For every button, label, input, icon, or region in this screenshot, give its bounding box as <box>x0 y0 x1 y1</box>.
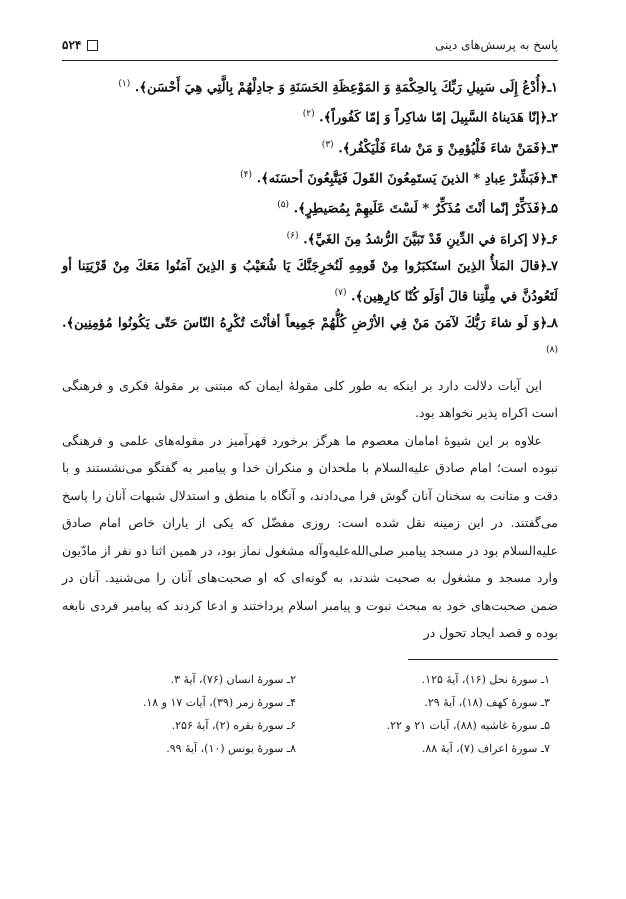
running-title: پاسخ به پرسش‌های دینی <box>434 38 558 52</box>
footnote-ref: (۴) <box>240 169 253 180</box>
verse-item: ۱ـ﴿أُدْعُ إِلَى سَبِيلِ رَبِّكَ بِالحِكْمَةِ وَ المَوْعِظَةِ الحَسَنَةِ وَ جادِلْهُمْ بِالَّتِي هِيَ أَحْسَن﴾. $^{(۱)}$ <box>118 79 558 96</box>
square-bullet-icon <box>87 40 98 51</box>
footnote-ref: (۱) <box>118 79 131 89</box>
verse-item: ۶ـ﴿لا إكراهَ في الدِّينِ قَدْ تَبَيَّنَ الرُّشدُ مِنَ الغَيِّ﴾. $^{(۶)}$ <box>286 230 558 247</box>
footnote-item: ۳ـ سورهٔ کهف (۱۸)، آیهٔ ۲۹. <box>424 695 550 709</box>
footnote-ref: (۳) <box>321 139 334 150</box>
page-header <box>62 34 558 61</box>
verse-list <box>62 71 558 368</box>
footnotes <box>62 668 558 760</box>
verse-item: ۳ـ﴿فَمَنْ شاءَ فَلْيُؤمِنْ وَ مَنْ شاءَ فَلْيَكْفُر﴾. $^{(۳)}$ <box>321 139 558 156</box>
footnote-item: ۴ـ سورهٔ زمر (۳۹)، آیات ۱۷ و ۱۸. <box>142 695 296 709</box>
footnote-item: ۸ـ سورهٔ یونس (۱۰)، آیهٔ ۹۹. <box>166 741 296 755</box>
verse-item: ۸ـ﴿وَ لَو شاءَ رَبُّكَ لآمَنَ مَنْ فِي الأرْضِ كُلُّهُمْ جَمِيعاً أفأنْتَ تُكْرِهُ النّاسَ حَتّى يَكُونُوا مُؤمِنِين﴾. $^{(۸)}$ <box>62 316 558 356</box>
footnote-divider <box>408 659 558 660</box>
page-number-value: ۵۲۴ <box>62 38 82 52</box>
footnote-item: ۲ـ سورهٔ انسان (۷۶)، آیهٔ ۳. <box>170 672 296 686</box>
verse-item: ۷ـ﴿قالَ المَلأُ الذِينَ استَكبَرُوا مِنْ قَومِهِ لَنُخرِجَنَّكَ يَا شُعَيْبُ وَ الذِينَ آمَنُوا مَعَكَ مِنْ قَرْيَتِنا أو لَتَعُودُنَّ في مِلَّتِنا قالَ أوَلَو كُنّا كارِهِين﴾. $^{(۷)}$ <box>62 258 558 305</box>
footnote-item: ۵ـ سورهٔ غاشیه (۸۸)، آیات ۲۱ و ۲۲. <box>386 718 550 732</box>
footnote-ref: (۶) <box>286 230 299 241</box>
verse-item: ۴ـ﴿فَبَشِّرْ عِبادِ * الذينَ يَستَمِعُونَ القَولَ فَيَتَّبِعُونَ أحسَنَه﴾. $^{(۴)}$ <box>240 169 558 187</box>
document-page <box>62 34 558 864</box>
verse-item: ۲ـ﴿إنّا هَدَيناهُ السَّبِيلَ إمّا شاكِراً وَ إمّا كَفُوراً﴾. $^{(۲)}$ <box>302 109 558 126</box>
paragraph: این آیات دلالت دارد بر اینکه به طور کلی مقولهٔ ایمان که مبتنی بر مقولهٔ فکری و فرهنگی است اکراه پذیر نخواهد بود. <box>62 377 558 421</box>
paragraph: علاوه بر این شیوهٔ امامان معصوم ما هرگز برخورد قهرآمیز در مقوله‌های علمی و فرهنگی نبوده است؛ امام صادق علیه‌السلام با ملحدان و منکران خدا و پیامبر به گفتگو می‌نشستند و با دقت و متانت به سخنان آنان گوش فرا می‌دادند، و آنگاه با منطق و استدلال شبهات آنان را پاسخ می‌گفتند. در این زمینه نقل شده است: روزی مفضّل که یکی از یاران خاص امام صادق علیه‌السلام بود در مسجد پیامبر صلی‌الله‌علیه‌وآله مشغول نماز بود، در همین اثنا دو نفر از مادّیون وارد مسجد و مشغول به صحبت شدند، به گونه‌ای که او صحبت‌های آنان را می‌شنید. آنان در ضمن صحبت‌های خود به مبحث نبوت و پیامبر اسلام پرداختند و ادعا کردند که پیامبر فردی نابغه بوده و قصد ایجاد تحول در <box>62 432 558 641</box>
page-number <box>62 38 98 52</box>
footnote-ref: (۷) <box>334 287 347 298</box>
footnote-ref: (۲) <box>302 109 315 120</box>
footnote-ref: (۸) <box>546 345 558 356</box>
footnote-item: ۱ـ سورهٔ نحل (۱۶)، آیهٔ ۱۲۵. <box>421 672 550 686</box>
footnote-item: ۶ـ سورهٔ بقره (۲)، آیهٔ ۲۵۶. <box>171 718 296 732</box>
verse-item: ۵ـ﴿فَذَكِّرْ إنّما أنْتَ مُذَكِّرٌ * لَسْتَ عَلَيهِمْ بِمُصَيطِرٍ﴾. $^{(۵)}$ <box>277 200 558 217</box>
footnote-item: ۷ـ سورهٔ اعراف (۷)، آیهٔ ۸۸. <box>421 741 550 755</box>
body-text <box>62 372 558 647</box>
footnote-ref: (۵) <box>277 200 290 211</box>
